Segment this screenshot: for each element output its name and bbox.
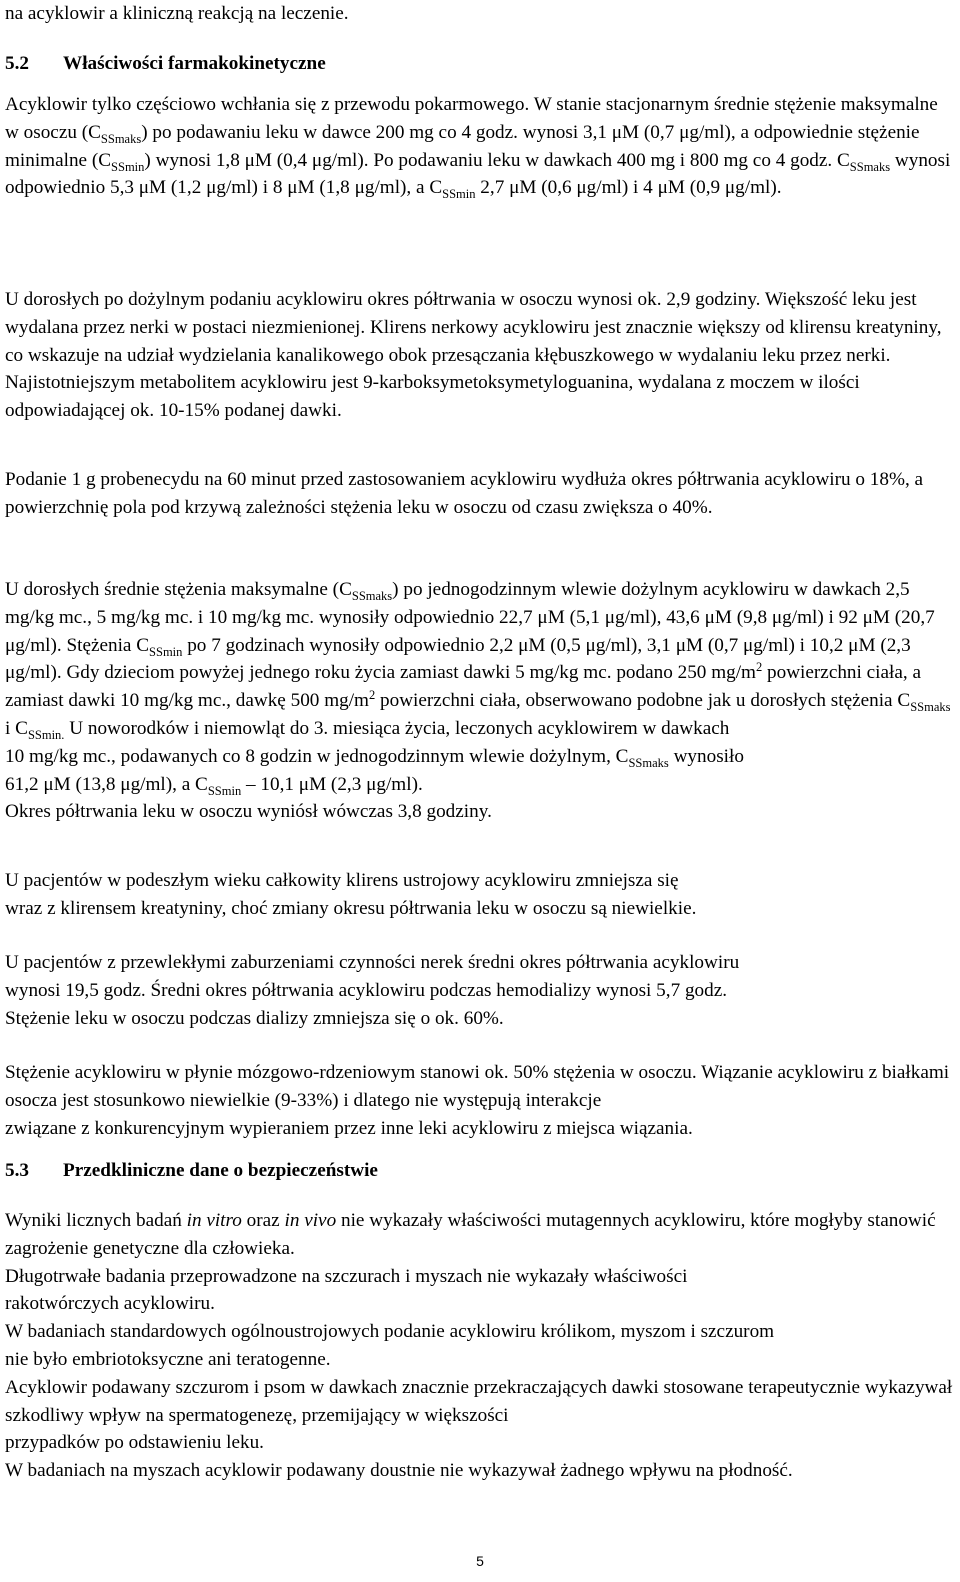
section-title: Właściwości farmakokinetyczne: [63, 53, 326, 74]
pk-paragraph-csf: Stężenie acyklowiru w płynie mózgowo-rdzeniowym stanowi ok. 50% stężenia w osoczu. Wiązanie acyklowiru z białkami osocza jest stosunkowo niewielkie (9-33%) i dlatego nie występują interakcje związane z konkurencyjnym wypieraniem przez inne leki acyklowiru z miejsca wiązania.: [5, 1062, 950, 1139]
page-number: 5: [476, 1553, 484, 1569]
pk-paragraph-renal: U pacjentów z przewlekłymi zaburzeniami czynności nerek średni okres półtrwania acyklowiru wynosi 19,5 godz. Średni okres półtrwania acyklowiru podczas hemodializy wynosi 5,7 godz. Stężenie leku w osoczu podczas dializy zmniejsza się o ok. 60%.: [5, 952, 740, 1029]
section-number: 5.2: [5, 53, 29, 74]
pk-paragraph-probenecid: Podanie 1 g probenecydu na 60 minut przed zastosowaniem acyklowiru wydłuża okres półtrwania acyklowiru o 18%, a powierzchnię pola pod krzywą zależności stężenia leku w osoczu od czasu zwiększa o 40%.: [5, 469, 924, 518]
section-5-2-heading: [5, 50, 326, 78]
section-title: Przedkliniczne dane o bezpieczeństwie: [63, 1160, 378, 1181]
section-5-3-heading: [5, 1157, 378, 1185]
pk-paragraph-elderly: U pacjentów w podeszłym wieku całkowity klirens ustrojowy acyklowiru zmniejsza się wraz z klirensem kreatyniny, choć zmiany okresu półtrwania leku w osoczu są niewielkie.: [5, 870, 697, 919]
preclinical-paragraph: Wyniki licznych badań in vitro oraz in vivo nie wykazały właściwości mutagennych acyklowiru, które mogłyby stanowić zagrożenie genetyczne dla człowieka. Długotrwałe badania przeprowadzone na szczurach i myszach nie wykazały właściwości rakotwórczych acyklowiru. W badaniach standardowych ogólnoustrojowych podanie acyklowiru królikom, myszom i szczurom nie było embriotoksyczne ani teratogenne. Acyklowir podawany szczurom i psom w dawkach znacznie przekraczających dawki stosowane terapeutycznie wykazywał szkodliwy wpływ na spermatogenezę, przemijający w większości przypadków po odstawieniu leku. W badaniach na myszach acyklowir podawany doustnie nie wykazywał żadnego wpływu na płodność.: [5, 1210, 953, 1482]
section-number: 5.3: [5, 1160, 29, 1181]
pk-paragraph-elimination: U dorosłych po dożylnym podaniu acyklowiru okres półtrwania w osoczu wynosi ok. 2,9 godziny. Większość leku jest wydalana przez nerki w postaci niezmienionej. Klirens nerkowy acyklowiru jest znacznie większy od klirensu kreatyniny, co wskazuje na udział wydzielania kanalikowego obok przesączania kłębuszkowego w wydalaniu leku przez nerki. Najistotniejszym metabolitem acyklowiru jest 9-karboksymetoksymetyloguanina, wydalana z moczem w ilości odpowiadającej ok. 10-15% podanej dawki.: [5, 289, 942, 422]
pk-paragraph-absorption: Acyklowir tylko częściowo wchłania się z przewodu pokarmowego. W stanie stacjonarnym średnie stężenie maksymalne w osoczu $(C_{SSmaks})$ po podawaniu leku w dawce 200 mg co 4 godz. wynosi 3,1 μM (0,7 μg/ml), a odpowiednie stężenie minimalne $(C_{SSmin})$ wynosi 1,8 μM (0,4 μg/ml). Po podawaniu leku w dawkach 400 mg i 800 mg co 4 godz. $C_{SSmaks}$ wynosi odpowiednio 5,3 μM (1,2 μg/ml) i 8 μM (1,8 μg/ml), a $C_{SSmin}$ 2,7 μM (0,6 μg/ml) i 4 μM (0,9 μg/ml).: [5, 94, 951, 202]
lead-in-text: na acyklowir a kliniczną reakcją na leczenie.: [5, 3, 349, 24]
pk-paragraph-children: U dorosłych średnie stężenia maksymalne $(C_{SSmaks})$ po jednogodzinnym wlewie dożylnym acyklowiru w dawkach 2,5 mg/kg mc., 5 mg/kg mc. i 10 mg/kg mc. wynosiły odpowiednio 22,7 μM (5,1 μg/ml), 43,6 μM (9,8 μg/ml) i 92 μM (20,7 μg/ml). Stężenia $C_{SSmin}$ po 7 godzinach wynosiły odpowiednio 2,2 μM (0,5 μg/ml), 3,1 μM (0,7 μg/ml) i 10,2 μM (2,3 μg/ml). Gdy dzieciom powyżej jednego roku życia zamiast dawki 5 mg/kg mc. podano 250 $mg/m^2$ powierzchni ciała, a zamiast dawki 10 mg/kg mc., dawkę 500 $mg/m^2$ powierzchni ciała, obserwowano podobne jak u dorosłych stężenia $C_{SSmaks}$ i $C_{SSmin.}$ U noworodków i niemowląt do 3. miesiąca życia, leczonych acyklowirem w dawkach 10 mg/kg mc., podawanych co 8 godzin w jednogodzinnym wlewie dożylnym, $C_{SSmaks}$ wynosiło 61,2 μM (13,8 μg/ml), a $C_{SSmin} - 10,1$ μM (2,3 μg/ml). Okres półtrwania leku w osoczu wyniósł wówczas 3,8 godziny.: [5, 579, 951, 823]
